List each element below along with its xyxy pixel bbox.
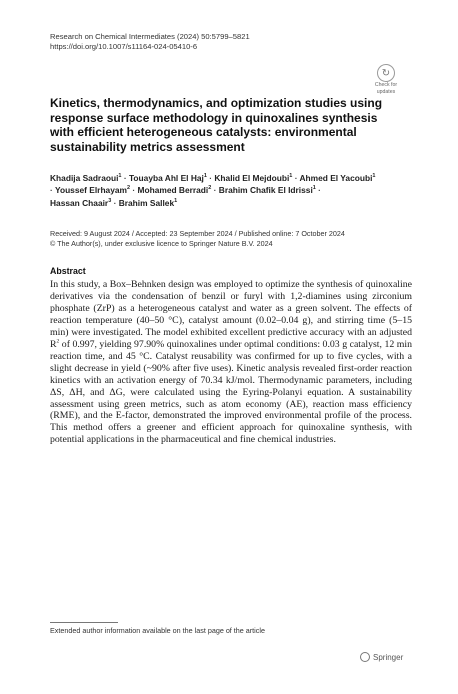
footnote: Extended author information available on the last page of the article	[50, 626, 265, 635]
affiliation-marker: 1	[312, 185, 316, 192]
affiliation-marker: 2	[208, 185, 212, 192]
affiliation-marker: 3	[108, 198, 112, 205]
author-name-text: Ahmed El Yacoubi	[299, 173, 373, 183]
author-name[interactable]	[129, 173, 207, 183]
badge-line1: Check for	[374, 82, 398, 88]
publisher-logo	[360, 652, 403, 662]
article-title: Kinetics, thermodynamics, and optimization studies using response surface methodology in quinoxalines synthesis with efficient heterogeneous catalysts: environmental sustainability metrics assessment	[50, 96, 383, 154]
author-name[interactable]	[50, 173, 121, 183]
author-separator: ·	[132, 185, 136, 196]
author-name-text: Hassan Chaair	[50, 197, 109, 208]
affiliation-marker: 2	[126, 185, 131, 192]
r-squared-superscript: 2	[56, 338, 60, 345]
doi-link[interactable]: https://doi.org/10.1007/s11164-024-05410-6	[50, 42, 198, 51]
springer-horse-icon	[360, 652, 370, 662]
affiliation-marker: 1	[203, 173, 207, 180]
badge-line2: updates	[376, 88, 396, 95]
author-name[interactable]	[55, 185, 130, 195]
author-name[interactable]	[300, 173, 376, 183]
abstract-part1: In this study, a Box–Behnken design was employed to optimize the synthesis of quinoxaline derivatives via the condensation of benzil or furyl with 1,2-diamines using zirconium phosphate (ZrP) as a heterogeneous catalyst and water as a green solvent. The effects of reaction temperature (40–50 °C), catalyst amount (0.02–0.04 g), and stirring time (5–15 min) were investigated. The model exhibited excellent predictive accuracy with an adjusted R	[50, 279, 412, 350]
author-name-text: Brahim Chafik El Idrissi	[218, 185, 313, 196]
author-name[interactable]	[119, 198, 177, 208]
publication-dates	[50, 229, 345, 248]
footnote-rule	[50, 622, 118, 623]
author-list	[50, 172, 380, 209]
affiliation-marker: 1	[174, 198, 178, 205]
abstract-text	[50, 279, 412, 446]
author-separator: ·	[50, 185, 53, 196]
publisher-name: Springer	[373, 652, 404, 662]
author-name[interactable]	[50, 198, 111, 208]
author-name-text: Youssef Elrhayam	[54, 185, 127, 196]
abstract-heading: Abstract	[50, 266, 86, 276]
author-separator: ·	[113, 197, 117, 208]
author-name[interactable]	[219, 185, 316, 195]
author-name-text: Brahim Sallek	[118, 197, 175, 208]
author-name[interactable]	[138, 185, 212, 195]
date-history: Received: 9 August 2024 / Accepted: 23 September 2024 / Published online: 7 October 2024	[50, 229, 345, 238]
refresh-icon: ↻	[377, 64, 395, 82]
author-name-text: Touayba Ahl El Haj	[128, 173, 204, 183]
affiliation-marker: 1	[289, 173, 293, 180]
copyright-notice: © The Author(s), under exclusive licence to Springer Nature B.V. 2024	[50, 238, 273, 248]
author-separator: ·	[123, 173, 127, 183]
affiliation-marker: 1	[118, 173, 122, 180]
author-name-text: Khalid El Mejdoubi	[214, 173, 290, 183]
author-name-text: Khadija Sadraoui	[50, 173, 119, 183]
author-name-text: Mohamed Berradi	[137, 185, 209, 196]
affiliation-marker: 1	[372, 173, 376, 180]
author-name[interactable]	[214, 173, 292, 183]
journal-header	[50, 32, 250, 52]
author-separator: ·	[294, 173, 298, 183]
author-separator: ·	[213, 185, 217, 196]
author-separator: ·	[209, 173, 213, 183]
author-separator: ·	[318, 185, 321, 196]
journal-citation: Research on Chemical Intermediates (2024) 50:5799–5821	[50, 32, 250, 41]
abstract-part2: of 0.997, yielding 97.90% quinoxalines under optimal conditions: 0.03 g catalyst, 12 min reaction time, and 45 °C. Catalyst reusability was confirmed for up to five cycles, with a slight decrease in yield (~90% after five uses). Kinetic analysis revealed first-order reaction kinetics with an activation energy of 70.34 kJ/mol. Thermodynamic parameters, including ΔS, ΔH, and ΔG, were calculated using the Eyring-Polanyi equation. A sustainability assessment using green metrics, such as atom economy (AE), reaction mass efficiency (RME), and the E-factor, demonstrated the improved environmental profile of the process. This method offers a greener and efficient approach for quinoxaline synthesis, with potential applications in the pharmaceutical and fine chemical industries.	[50, 338, 412, 446]
check-for-updates-badge[interactable]	[371, 64, 401, 96]
